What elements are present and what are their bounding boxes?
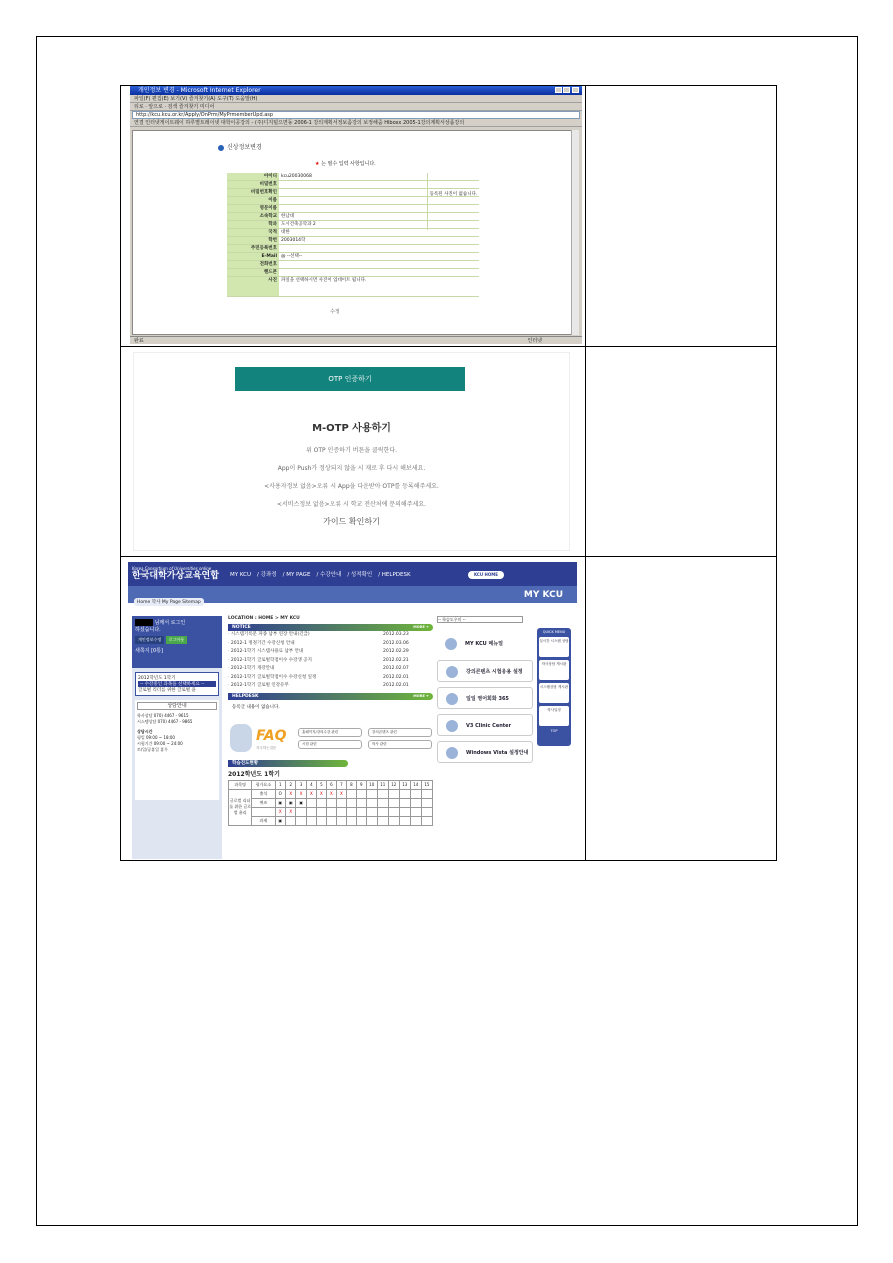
list-item[interactable] <box>228 665 433 674</box>
helper-select[interactable]: -- 학습도우미 -- <box>437 616 523 623</box>
table-cell <box>346 807 356 816</box>
table-cell <box>399 798 410 807</box>
table-cell <box>377 816 388 825</box>
table-cell <box>388 807 399 816</box>
notice-date: 2012.03.06 <box>383 640 409 646</box>
notice-title[interactable]: · 2012-1 정정기간 수강신청 안내 <box>228 640 383 649</box>
field-label: 주민등록번호 <box>227 245 279 252</box>
table-cell <box>306 807 316 816</box>
table-cell <box>326 798 336 807</box>
faq-link[interactable]: 시험 관련 <box>298 740 362 749</box>
helpdesk-empty: 등록글 내용이 없습니다. <box>232 704 280 710</box>
section-title: MY KCU <box>523 590 563 600</box>
field-input[interactable] <box>279 245 479 252</box>
helpdesk-header: HELPDESK MORE + <box>228 693 433 700</box>
field-label: 전화번호 <box>227 261 279 268</box>
nav-item[interactable]: 수강안내 <box>320 572 342 578</box>
exam-setup-link[interactable]: 강의콘텐츠 시험응용 설정 <box>437 660 533 682</box>
field-label: 사진 <box>227 277 279 296</box>
notice-date: 2012.02.07 <box>383 666 409 671</box>
nav-item[interactable]: MY KCU <box>230 572 252 578</box>
progress-table <box>228 780 433 826</box>
table-cell <box>336 798 346 807</box>
form-row <box>227 277 479 297</box>
table-cell <box>336 816 346 825</box>
field-label: 아이디 <box>227 173 279 180</box>
faq-link[interactable]: 홈페이지/강의수강 관련 <box>298 728 362 737</box>
field-label: 영문이름 <box>227 205 279 212</box>
table-header: 5 <box>316 780 326 789</box>
table-row <box>229 780 433 789</box>
otp-line: 위 OTP 인증하기 버튼을 클릭한다. <box>305 447 398 454</box>
required-note: ★ 는 필수 입력 사항입니다. <box>315 161 376 167</box>
logout-button[interactable]: 로그아웃 <box>166 636 187 644</box>
table-cell <box>285 816 295 825</box>
form-row <box>227 229 479 237</box>
quick-item[interactable]: 시스템상담 게시판 <box>539 683 569 703</box>
field-label: 학과 <box>227 221 279 228</box>
table-cell <box>296 816 306 825</box>
notice-date: 2012.03.23 <box>383 632 409 637</box>
notice-title[interactable]: · 시스템기록문 파종 납부 연장 안내(긴급) <box>228 631 383 640</box>
guide-link[interactable]: 가이드 확인하기 <box>323 517 380 526</box>
redacted-name <box>135 619 153 626</box>
field-input[interactable]: @ --선택-- <box>281 254 303 259</box>
table-cell <box>388 816 399 825</box>
list-item[interactable] <box>228 674 433 683</box>
submit-button[interactable]: 수정 <box>330 309 340 315</box>
form-row <box>227 269 479 277</box>
table-cell <box>377 789 388 798</box>
eval-type: 퀴즈 <box>252 798 275 807</box>
table-cell <box>326 807 336 816</box>
otp-line: <사용자정보 없음>오류 시 App을 다운받아 OTP를 등록해주세요. <box>264 483 439 490</box>
breadcrumb: LOCATION : HOME > MY KCU <box>228 616 300 621</box>
field-input[interactable] <box>279 269 479 276</box>
table-cell <box>410 789 421 798</box>
kcu-logo[interactable]: Korea Consortium of Universities online 한국대학가상교육연합 <box>132 566 219 581</box>
list-item[interactable] <box>228 631 433 640</box>
table-cell <box>326 816 336 825</box>
page-title: 신상정보변경 <box>218 142 262 151</box>
field-input[interactable] <box>279 261 479 268</box>
field-label: 비밀번호 <box>227 181 279 188</box>
table-cell <box>346 798 356 807</box>
table-header: 11 <box>377 780 388 789</box>
table-header: 15 <box>421 780 432 789</box>
table-cell: X <box>275 807 285 816</box>
field-input[interactable]: 2003014학 <box>281 238 306 243</box>
notice-title[interactable]: · 2012-1학기 글로벌학점이수 수강생 공지 <box>228 657 383 666</box>
list-item[interactable] <box>228 657 433 666</box>
table-header: 7 <box>336 780 346 789</box>
list-item[interactable] <box>228 648 433 657</box>
notice-title[interactable]: · 2012-1학기 글로벌 인강유무 <box>228 682 383 691</box>
quick-item[interactable]: 학사상담 게시판 <box>539 660 569 680</box>
window-title: 개인정보 변경 - Microsoft Internet Explorer <box>138 87 261 94</box>
table-cell <box>356 816 366 825</box>
faq-title: FAQ <box>256 727 287 744</box>
otp-heading: M-OTP 사용하기 <box>312 423 391 434</box>
table-cell: X <box>306 789 316 798</box>
counsel-box: 상담안내 학사상담 070) 4467 - 9615 시스템상담 070) 4467 - 9865 상담시간 평일 09:00 ~ 18:00 시험기간 09:00 ~ 24:00 토/일/공휴일 휴무 <box>135 700 219 800</box>
kcu-screenshot <box>128 562 577 859</box>
field-label: 핸드폰 <box>227 269 279 276</box>
table-cell <box>366 798 377 807</box>
table-cell <box>399 789 410 798</box>
progress-section: 학습진도현황 2012학년도 1학기 과목명 평가요소 1 2 3 4 5 6 7 8 9 10 11 12 13 14 15 글로벌 리더를 위한 글로벌 윤리 출석 O X X X X X X 퀴즈 ▣ ▣ ▣ X X 과제 ▣ <box>228 760 433 826</box>
table-cell <box>316 807 326 816</box>
table-cell <box>399 816 410 825</box>
table-header: 1 <box>275 780 285 789</box>
manual-link[interactable]: MY KCU 메뉴얼 <box>437 633 533 655</box>
more-link[interactable]: MORE + <box>413 625 429 629</box>
window-title-bar <box>130 86 582 95</box>
table-row <box>229 798 433 807</box>
sub-tabs[interactable]: Home 학사 My Page Sitemap <box>134 598 204 606</box>
nav-item[interactable]: HELPDESK <box>381 572 411 578</box>
table-cell <box>366 807 377 816</box>
table-cell <box>377 807 388 816</box>
menu-bar[interactable]: 파일(F) 편집(E) 보기(V) 즐겨찾기(A) 도구(T) 도움말(H) <box>130 95 582 103</box>
table-cell <box>421 789 432 798</box>
field-input[interactable]: 한남대 <box>281 214 295 219</box>
form-row <box>227 253 479 261</box>
list-item[interactable] <box>228 640 433 649</box>
form-row <box>227 237 479 245</box>
table-header: 6 <box>326 780 336 789</box>
notice-list <box>228 631 433 691</box>
eval-type <box>252 807 275 816</box>
table-header: 13 <box>399 780 410 789</box>
toolbar[interactable]: 뒤로 · 앞으로 · 검색 즐겨찾기 미디어 <box>130 103 582 111</box>
top-button[interactable]: TOP <box>550 729 558 733</box>
nav-item[interactable]: 강좌정 <box>260 572 277 578</box>
field-label: 국적 <box>227 229 279 236</box>
semester-box: 2012학년도 1학기 -- 수강중인 과목을 선택하세요 -- 글로벌 리더를 위한 글로벌 윤 <box>135 672 219 696</box>
close-icon[interactable] <box>572 87 579 93</box>
table-header: 4 <box>306 780 316 789</box>
table-cell <box>399 807 410 816</box>
notice-date: 2012.02.01 <box>383 683 409 688</box>
nav-item[interactable]: MY PAGE <box>286 572 311 578</box>
table-cell: X <box>336 789 346 798</box>
notice-date: 2012.02.29 <box>383 649 409 654</box>
course-select[interactable]: -- 수강중인 과목을 선택하세요 -- <box>138 681 216 687</box>
table-cell: X <box>296 789 306 798</box>
sidebar <box>132 616 222 859</box>
table-row <box>229 807 433 816</box>
otp-line: <서비스정보 없음>오류 시 학교 전산처에 문의해주세요. <box>276 501 426 508</box>
faq-box: FAQ 자주하는질문 홈페이지/강의수강 관련 강의콘텐츠 관련 시험 관련 학사 관련 <box>228 720 433 760</box>
address-input[interactable]: http://kcu.kcu.or.kr/Apply/OnPrm/MyPrmemberUpd.asp <box>132 111 580 119</box>
form-row <box>227 261 479 269</box>
table-header: 과목명 <box>229 780 252 789</box>
quick-menu: QUICK MENU 실시간 시스템 상담 학사상담 게시판 시스템상담 게시판 학사일정 TOP <box>537 628 571 746</box>
table-cell <box>377 798 388 807</box>
field-label: E-Mail <box>227 253 279 260</box>
course-option[interactable]: 글로벌 리더를 위한 글로벌 윤 <box>138 688 196 693</box>
table-cell: O <box>275 789 285 798</box>
table-cell <box>346 816 356 825</box>
counsel-button[interactable]: 상담안내 <box>137 702 217 710</box>
field-input[interactable]: 파일을 선택하시면 사진이 업데이트 됩니다. <box>281 278 367 283</box>
table-header: 2 <box>285 780 295 789</box>
status-bar: 완료 인터넷 <box>130 336 582 344</box>
table-cell: X <box>285 789 295 798</box>
notice-date: 2012.02.21 <box>383 657 409 663</box>
table-cell: X <box>326 789 336 798</box>
links-bar[interactable]: 연결 인터넷게이트웨이 하루별트레이넷 대학이공강의 - (주)디지털으면동 2006-1 강의계획서정보좀강의 보정해줌 Hiboxx 2005-1강의계획서상품강의 <box>130 119 582 127</box>
field-input[interactable]: 도시건축공학과 2 <box>281 222 316 227</box>
english-link[interactable]: 일일 영어회화 365 <box>437 687 533 709</box>
table-cell <box>388 789 399 798</box>
table-cell <box>410 798 421 807</box>
notice-title[interactable]: · 2012-1학기 시스템사용료 납부 안내 <box>228 648 383 657</box>
list-item[interactable] <box>228 682 433 691</box>
table-cell <box>356 798 366 807</box>
faq-link[interactable]: 강의콘텐츠 관련 <box>368 728 432 737</box>
otp-auth-button[interactable]: OTP 인증하기 <box>235 367 465 391</box>
otp-line: App이 Push가 정상되지 않을 시 재로 후 다시 해보세요. <box>277 465 426 472</box>
message-count[interactable]: 새쪽지 [0통] <box>135 648 163 654</box>
vista-link[interactable]: Windows Vista 설정안내 <box>437 741 533 763</box>
table-cell <box>366 789 377 798</box>
field-input[interactable]: kcu20030068 <box>281 174 312 179</box>
table-cell: ▣ <box>275 816 285 825</box>
table-header: 14 <box>410 780 421 789</box>
table-cell: ▣ <box>296 798 306 807</box>
otp-panel <box>133 352 570 551</box>
course-name: 글로벌 리더를 위한 글로벌 윤리 <box>229 789 252 825</box>
minimize-icon[interactable] <box>555 87 562 93</box>
table-cell <box>366 816 377 825</box>
maximize-icon[interactable] <box>563 87 570 93</box>
notice-header: NOTICE MORE + <box>228 624 433 631</box>
field-label: 소속학교 <box>227 213 279 220</box>
table-cell <box>421 798 432 807</box>
notice-title[interactable]: · 2012-1학기 글로벌학점이수 수강신청 일정 <box>228 674 383 683</box>
table-cell: X <box>316 789 326 798</box>
table-cell: ▣ <box>275 798 285 807</box>
kcu-home-button[interactable]: KCU HOME <box>468 571 504 579</box>
ie-window-screenshot <box>130 86 582 344</box>
notice-title[interactable]: · 2012-1학기 개강안내 <box>228 665 383 674</box>
table-cell <box>296 807 306 816</box>
table-row <box>229 816 433 825</box>
table-header: 9 <box>356 780 366 789</box>
table-cell <box>316 816 326 825</box>
table-cell <box>316 798 326 807</box>
faq-link[interactable]: 학사 관련 <box>368 740 432 749</box>
table-cell <box>356 789 366 798</box>
faq-person-icon <box>230 724 252 752</box>
table-cell <box>421 807 432 816</box>
table-cell <box>306 816 316 825</box>
table-cell <box>410 816 421 825</box>
login-box: 님께서 로그인 하셨습니다. 개인정보수정 로그아웃 새쪽지 [0통] <box>132 616 222 668</box>
table-header: 평가요소 <box>252 780 275 789</box>
form-row <box>227 245 479 253</box>
main-content <box>228 616 433 826</box>
info-icon <box>218 145 224 151</box>
eval-type: 출석 <box>252 789 275 798</box>
table-cell: ▣ <box>285 798 295 807</box>
edit-profile-button[interactable]: 개인정보수정 <box>135 636 164 644</box>
main-nav: MY KCU / 강좌정 / MY PAGE / 수강안내 / 성적확인 / HELPDESK <box>230 572 411 578</box>
quick-item[interactable]: 실시간 시스템 상담 <box>539 637 569 657</box>
table-cell <box>356 807 366 816</box>
field-label: 학번 <box>227 237 279 244</box>
table-cell <box>346 789 356 798</box>
table-cell <box>410 807 421 816</box>
table-cell <box>388 798 399 807</box>
scrollbar[interactable] <box>571 130 579 335</box>
notice-date: 2012.02.01 <box>383 674 409 680</box>
field-input[interactable]: 대한 <box>281 230 290 235</box>
v3-link[interactable]: V3 Clinic Center <box>437 714 533 736</box>
field-label: 이름 <box>227 197 279 204</box>
table-header: 12 <box>388 780 399 789</box>
nav-item[interactable]: 성적확인 <box>350 572 373 578</box>
eval-type: 과제 <box>252 816 275 825</box>
table-cell: X <box>285 807 295 816</box>
quick-item[interactable]: 학사일정 <box>539 706 569 726</box>
field-label: 비밀번호확인 <box>227 189 279 196</box>
photo-placeholder: 등록된 사진이 없습니다. <box>427 173 479 230</box>
table-header: 10 <box>366 780 377 789</box>
table-cell <box>306 798 316 807</box>
right-column <box>437 616 533 768</box>
table-cell <box>421 816 432 825</box>
more-link[interactable]: MORE + <box>413 693 429 698</box>
table-cell <box>336 807 346 816</box>
table-header: 8 <box>346 780 356 789</box>
table-row <box>229 789 433 798</box>
table-header: 3 <box>296 780 306 789</box>
progress-header: 학습진도현황 <box>228 760 348 767</box>
